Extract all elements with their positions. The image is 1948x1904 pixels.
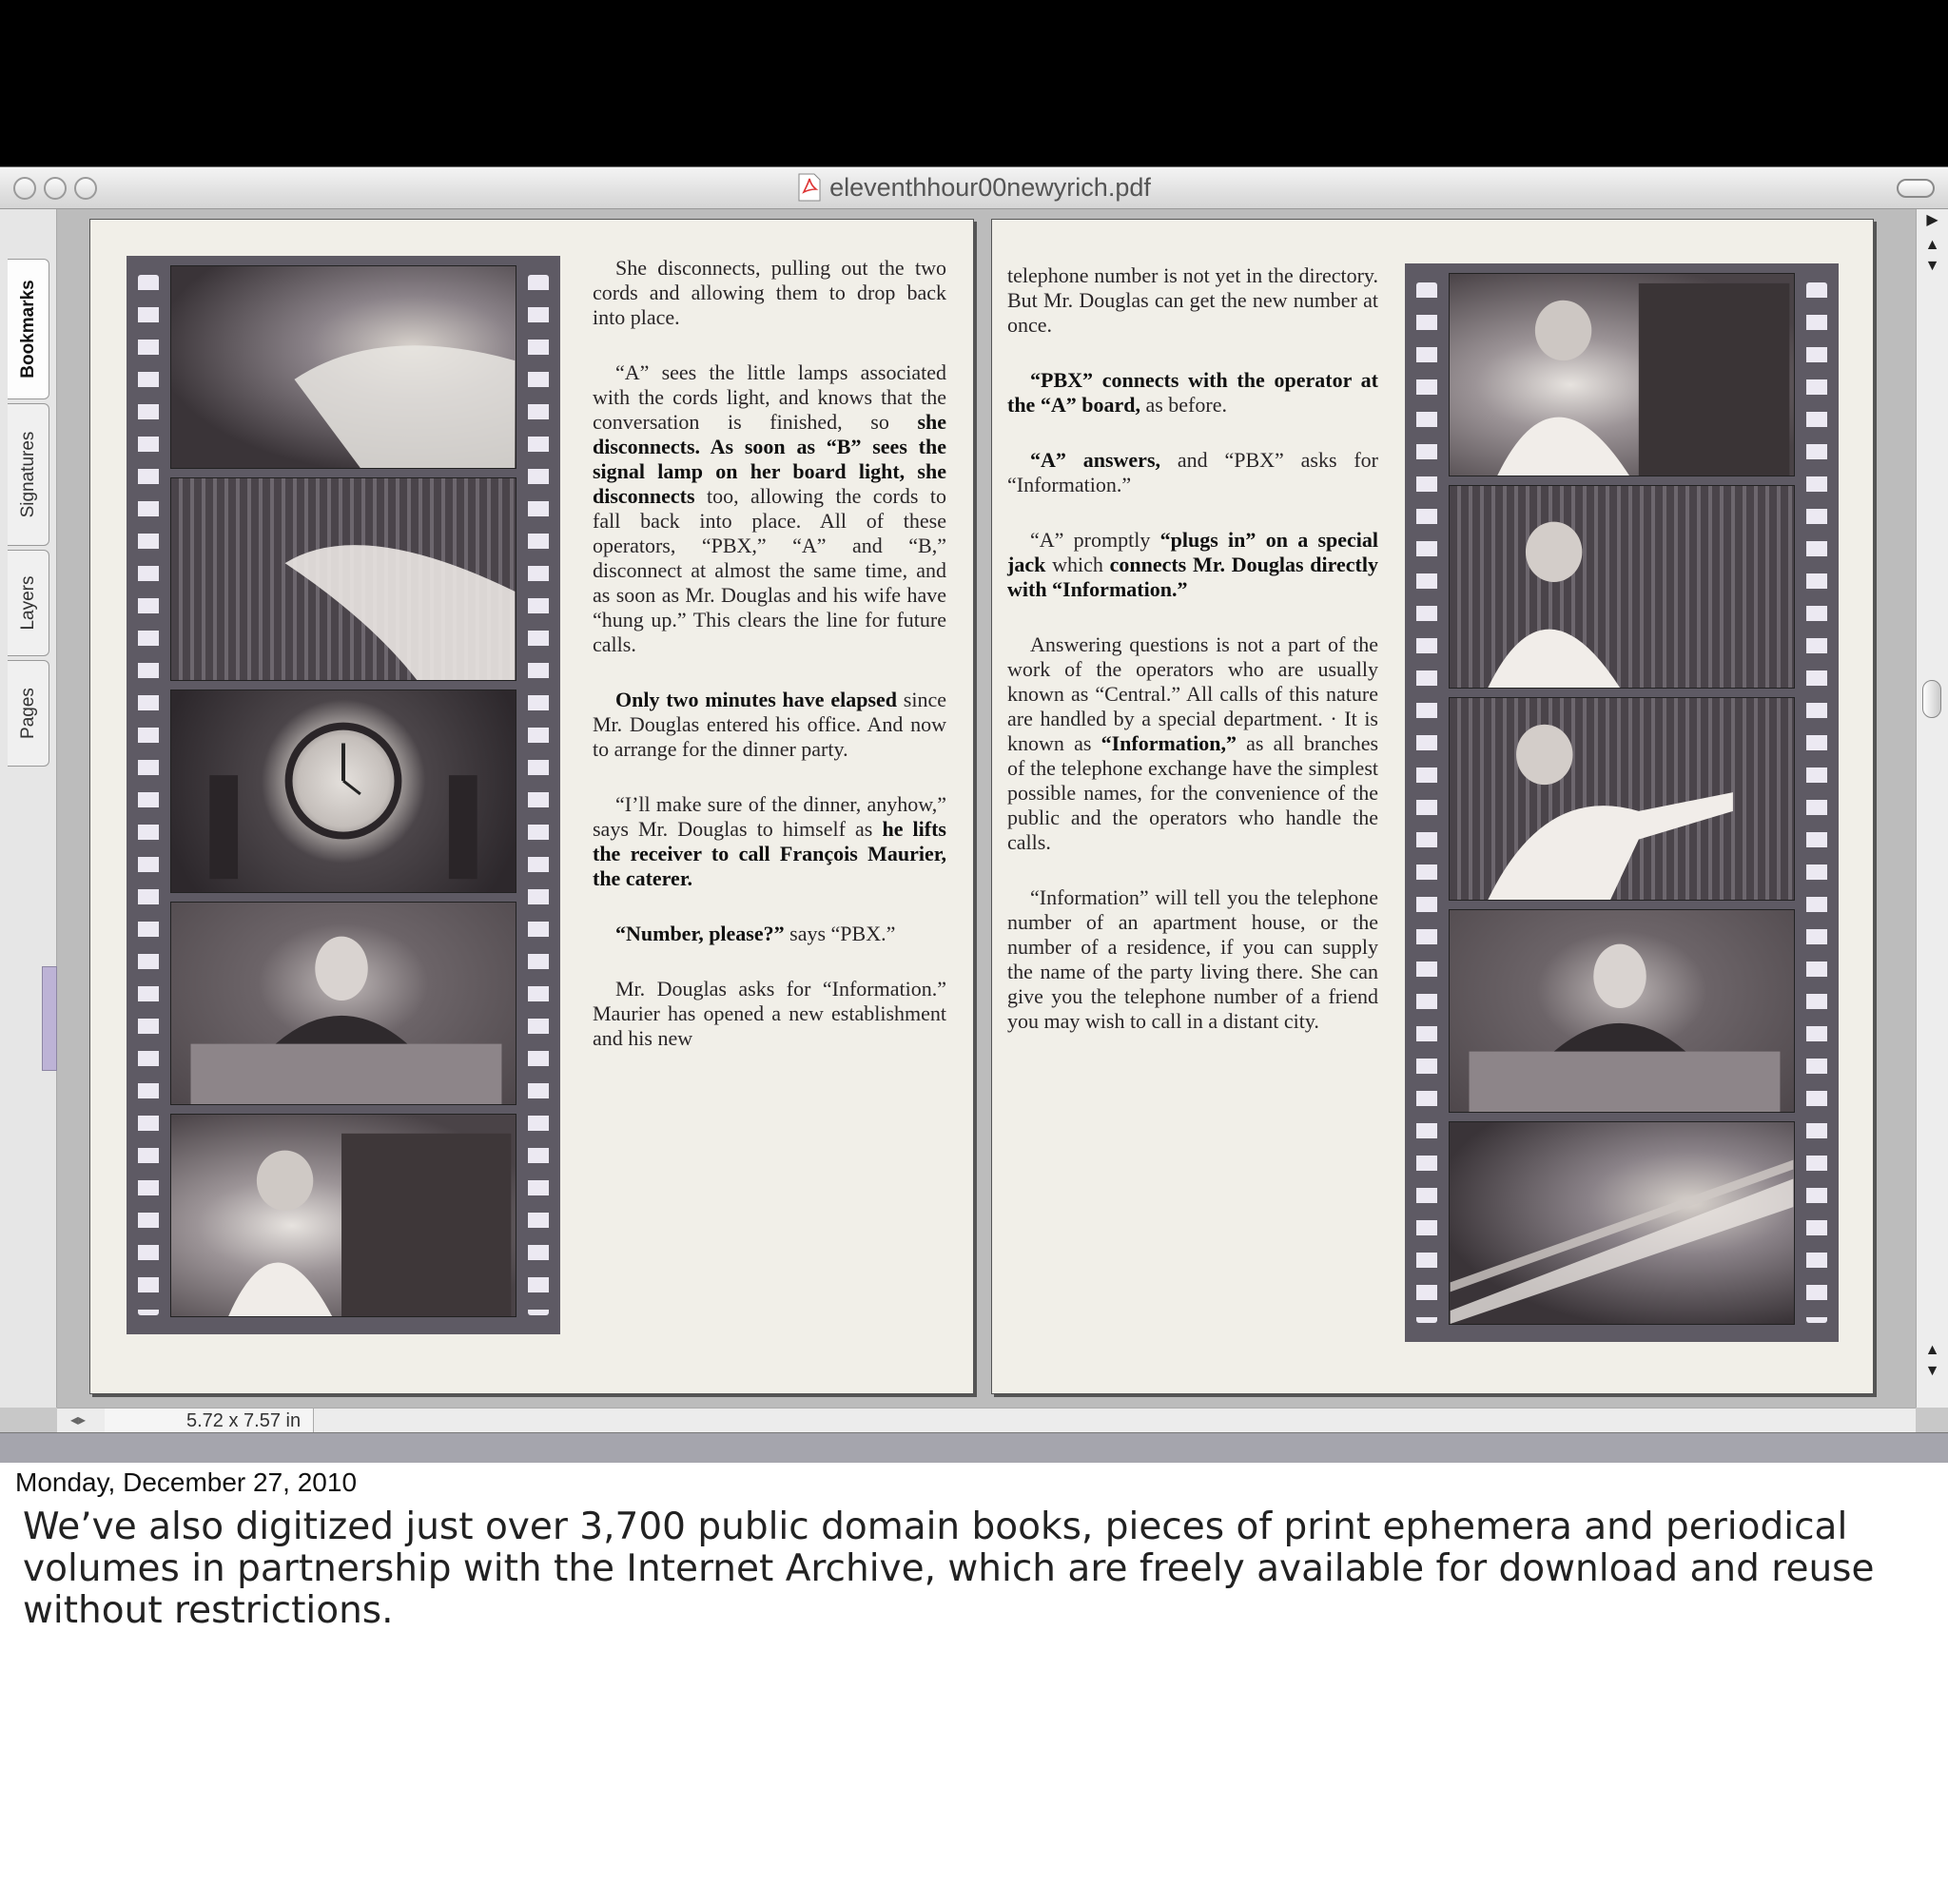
tab-signatures-label: Signatures bbox=[17, 431, 38, 518]
window-bottom-bar bbox=[0, 1432, 1948, 1463]
photo-man-on-telephone bbox=[170, 902, 516, 1105]
right-filmstrip-image bbox=[1405, 263, 1839, 1342]
tab-pages-label: Pages bbox=[17, 688, 38, 739]
pdf-viewer-window bbox=[0, 166, 1948, 1462]
film-perforations bbox=[1806, 282, 1827, 1323]
sidebar bbox=[0, 209, 57, 1408]
tab-bookmarks[interactable] bbox=[8, 259, 49, 399]
tab-layers-label: Layers bbox=[17, 575, 38, 631]
photo-switchboard-plugs bbox=[170, 477, 516, 681]
paragraph: She disconnects, pulling out the two cords and allowing them to drop back into place. bbox=[593, 256, 946, 329]
photo-operator-reaching bbox=[1449, 697, 1795, 901]
right-page-text bbox=[1007, 263, 1378, 1064]
scroll-up-icon[interactable]: ▲ bbox=[1924, 237, 1940, 253]
slide-top-band bbox=[0, 0, 1948, 166]
paragraph: “Information” will tell you the telephone number of an apartment house, or the number of a residence, if you can supply the name of the party living there. She can give you the telephone number of a friend you may wish to call in a distant city. bbox=[1007, 885, 1378, 1033]
tab-signatures[interactable] bbox=[8, 403, 49, 546]
film-perforations bbox=[1416, 282, 1437, 1323]
paragraph: “Number, please?” says “PBX.” bbox=[615, 922, 896, 945]
scroll-thumb[interactable] bbox=[1922, 680, 1941, 718]
document-viewer[interactable] bbox=[57, 209, 1916, 1408]
slide-date: Monday, December 27, 2010 bbox=[15, 1467, 358, 1497]
window-title bbox=[0, 173, 1948, 203]
left-filmstrip-image bbox=[127, 256, 560, 1334]
tab-bookmarks-label: Bookmarks bbox=[17, 280, 38, 379]
paragraph: “A” sees the little lamps associated with the cords light, and knows that the conversation is finished, so she disconnects. As soon as “B” sees the signal lamp on her board light, she disconnects too, allowing the cords to fall back into place. All of these operators, “PBX,” “A” and “B,” disconnect at almost the same time, and as soon as Mr. Douglas and his wife have “hung up.” This clears the line for future calls. bbox=[593, 360, 946, 656]
toolbar-toggle-button[interactable] bbox=[1897, 179, 1935, 198]
status-bar bbox=[57, 1408, 1916, 1432]
scroll-up-icon[interactable]: ▲ bbox=[1924, 1342, 1940, 1358]
paragraph: Answering questions is not a part of the work of the operators who are usually known as “Central.” All calls of this nature are handled by a special department. · It is known as “Information,” as all branches of the telephone exchange have the simplest possible names, for the convenience of the public and the operators who handle the calls. bbox=[1007, 632, 1379, 854]
right-page bbox=[991, 219, 1874, 1394]
slide-caption: We’ve also digitized just over 3,700 public domain books, pieces of print ephemera and periodical volumes in partnership with the Internet Archive, which are freely available for download and reuse without restrictions. bbox=[23, 1506, 1875, 1632]
photo-mantel-clock bbox=[170, 690, 516, 893]
scroll-down-icon[interactable]: ▼ bbox=[1924, 258, 1940, 274]
photo-operator-plugging bbox=[1449, 485, 1795, 689]
paragraph: telephone number is not yet in the directory. But Mr. Douglas can get the new number at once. bbox=[1007, 263, 1378, 337]
photo-switchboard-hand bbox=[170, 265, 516, 469]
paragraph: “I’ll make sure of the dinner, anyhow,” says Mr. Douglas to himself as he lifts the receiver to call François Maurier, the caterer. bbox=[593, 792, 946, 890]
photo-operators-room bbox=[1449, 1121, 1795, 1325]
window-title-text: eleventhhour00newyrich.pdf bbox=[829, 173, 1151, 202]
left-page bbox=[89, 219, 974, 1394]
paragraph: “A” answers, and “PBX” asks for “Information.” bbox=[1007, 448, 1379, 496]
pdf-file-icon bbox=[797, 173, 822, 202]
left-page-text bbox=[593, 256, 946, 1081]
page-size-readout: 5.72 x 7.57 in bbox=[105, 1409, 314, 1433]
film-perforations bbox=[138, 275, 159, 1315]
photo-operator-headset bbox=[1449, 273, 1795, 476]
paragraph: “A” promptly “plugs in” on a special jack which connects Mr. Douglas directly with “Information.” bbox=[1007, 528, 1379, 601]
tab-pages[interactable] bbox=[8, 660, 49, 767]
paragraph: Mr. Douglas asks for “Information.” Maurier has opened a new establishment and his new bbox=[593, 977, 946, 1050]
paragraph: “PBX” connects with the operator at the “A” board, as before. bbox=[1007, 368, 1378, 417]
vertical-scrollbar[interactable] bbox=[1916, 209, 1948, 1408]
photo-man-on-telephone bbox=[1449, 909, 1795, 1113]
scroll-down-icon[interactable]: ▼ bbox=[1924, 1363, 1940, 1379]
paragraph: Only two minutes have elapsed since Mr. Douglas entered his office. And now to arrange for the dinner party. bbox=[593, 688, 946, 761]
film-perforations bbox=[528, 275, 549, 1315]
title-bar[interactable] bbox=[0, 167, 1948, 209]
sidebar-resize-handle[interactable] bbox=[42, 966, 57, 1071]
page-forward-icon[interactable]: ▶ bbox=[1926, 212, 1938, 228]
tab-layers[interactable] bbox=[8, 550, 49, 656]
resize-arrows-icon[interactable]: ◂▸ bbox=[70, 1412, 87, 1428]
photo-operator-at-board bbox=[170, 1114, 516, 1317]
